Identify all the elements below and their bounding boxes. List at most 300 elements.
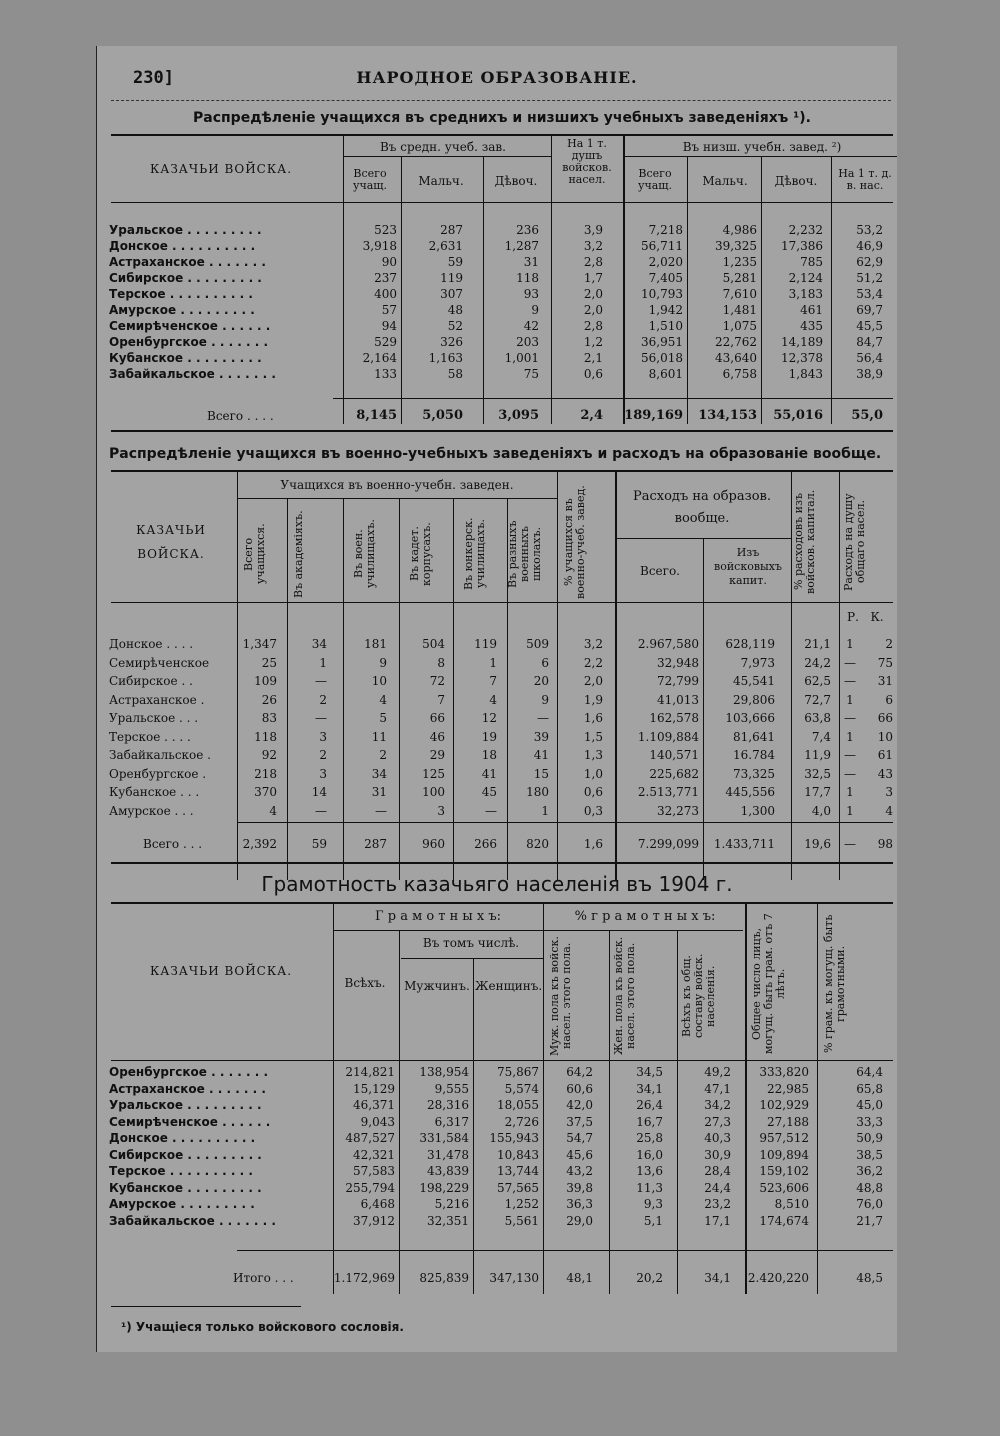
table2-cell: 4 (269, 803, 277, 818)
table3-cell: 957,512 (759, 1131, 809, 1145)
table2-cell: 24,2 (804, 655, 831, 670)
table3-cell: 34,1 (636, 1081, 663, 1096)
table1-cell: 57 (381, 303, 397, 317)
table2-cell: 41 (533, 748, 549, 762)
table2-cell: 7 (489, 674, 497, 688)
table2-row-label: Оренбургское . (109, 766, 207, 781)
table1-cell: 8,601 (648, 367, 683, 381)
table2-total-cell: 1,6 (583, 837, 603, 851)
table2-cell: 6 (541, 655, 549, 670)
table2-cell: 29 (429, 748, 445, 762)
table1-cell: 56,711 (641, 239, 683, 253)
table1-row-label: Семирѣченское . . . . . . (109, 319, 271, 333)
table1-cell: 45,5 (856, 319, 883, 333)
table2-cell: 26 (261, 692, 277, 707)
table2-cell: 7,973 (740, 655, 775, 670)
table1-cell: 4,986 (722, 223, 757, 237)
table3-cell: 2,726 (504, 1114, 539, 1129)
table2-total-cell: 2,392 (242, 837, 277, 851)
table1-cell: 2,020 (648, 255, 683, 269)
table1-header-total-low: Всего учащ. (637, 167, 673, 192)
table2-cell: 1 (846, 692, 854, 707)
table1-row-label: Сибирское . . . . . . . . . (109, 271, 262, 285)
table2-cell: 11,9 (804, 748, 831, 762)
table1-cell: 1,843 (788, 367, 823, 381)
table2-cell: 75 (877, 655, 893, 670)
table2-cell: 32,948 (657, 655, 699, 670)
table3-cell: 57,565 (497, 1180, 539, 1195)
table2-cell: 162,578 (649, 711, 699, 725)
table3-cell: 38,5 (856, 1147, 883, 1162)
table2-cell: 1 (489, 655, 497, 670)
table2-cell: 62,5 (804, 674, 831, 688)
table3-cell: 16,0 (636, 1147, 663, 1162)
table3-cell: 34,5 (636, 1065, 663, 1079)
table1-header-low: Въ низш. учебн. завед. ²) (682, 140, 842, 154)
table1-cell: 59 (447, 255, 463, 269)
table1-header-perpop2: На 1 т. д. в. нас. (838, 167, 892, 192)
table3-cell: 109,894 (759, 1147, 809, 1162)
table1-cell: 93 (523, 287, 539, 301)
table2-header-exp-total: Всего. (640, 564, 680, 578)
table3-cell: 5,1 (643, 1213, 663, 1228)
table1-cell: 53,2 (856, 223, 883, 237)
table3-row-label: Амурское . . . . . . . . . (109, 1197, 255, 1211)
table2-cell: 2,2 (583, 655, 603, 670)
table3-cell: 45,6 (566, 1147, 593, 1162)
table2-cell: — (844, 655, 856, 670)
table2-cell: 2 (319, 748, 327, 762)
table3-total-cell: 1.172,969 (333, 1271, 395, 1285)
table3-cell: 102,929 (759, 1098, 809, 1112)
table3-cell: 155,943 (489, 1131, 539, 1145)
table2-cell: 8 (437, 655, 445, 670)
table2-total-label: Всего . . . (143, 837, 203, 851)
table3-total-cell: 20,2 (636, 1271, 663, 1285)
table2-row-label: Забайкальское . (109, 748, 211, 762)
table1-cell: 0,6 (583, 367, 603, 381)
table2-cell: 100 (422, 785, 445, 799)
table2-cell: 9 (379, 655, 387, 670)
page-header (97, 68, 897, 92)
table3-cell: 37,5 (566, 1114, 593, 1129)
table3-total-label: Итого . . . (233, 1271, 294, 1285)
table1-cell: 1,163 (428, 351, 463, 365)
table2-cell: 20 (533, 674, 549, 688)
table2-header-junker: Въ юнкерск. училищахъ. (462, 517, 487, 591)
table2-cell: — (315, 711, 327, 725)
table3-cell: 10,843 (497, 1147, 539, 1162)
table2-header-rule (111, 602, 893, 603)
table2-cell: 12 (481, 711, 497, 725)
table2-cell: 1.109,884 (637, 729, 699, 744)
table2-cell: 1,9 (583, 692, 603, 707)
table3-cell: 11,3 (636, 1180, 663, 1195)
table1-header-girls: Дѣвоч. (494, 174, 538, 188)
table3-cell: 29,0 (566, 1213, 593, 1228)
table1-total-cell: 55,016 (773, 408, 823, 423)
table1-cell: 287 (440, 223, 463, 237)
table1-cell: 53,4 (856, 287, 883, 301)
table3-header-men: Мужчинъ. (404, 979, 470, 993)
table1-row-label: Забайкальское . . . . . . . (109, 367, 276, 381)
table2-header-milsch: Въ воен. училищахъ. (352, 519, 377, 589)
table3-cell: 21,7 (856, 1213, 883, 1228)
table1-cell: 56,018 (641, 351, 683, 365)
table3-header-p-women: Жен. пола къ войск. насел. этого пола. (612, 936, 637, 1056)
table3-header-all: Всѣхъ. (344, 976, 386, 990)
table1-cell: 236 (516, 223, 539, 237)
table3-cell: 48,8 (856, 1180, 883, 1195)
table3-cell: 174,674 (759, 1213, 809, 1228)
table2-cell: 504 (422, 637, 445, 651)
table1-cell: 2,164 (362, 351, 397, 365)
table3-cell: 13,744 (497, 1164, 539, 1178)
table2-cell: 1,5 (583, 729, 603, 744)
table2-cell: 66 (877, 711, 893, 725)
table1-cell: 39,325 (715, 239, 757, 253)
table3-row-label: Оренбургское . . . . . . . (109, 1065, 269, 1079)
table1-header-troops: КАЗАЧЬИ ВОЙСКА. (149, 162, 293, 176)
table1-cell: 2,124 (788, 271, 823, 285)
table1-cell: 51,2 (856, 271, 883, 285)
table3-cell: 16,7 (636, 1114, 663, 1129)
table3-cell: 5,574 (504, 1081, 539, 1096)
table3-cell: 25,8 (636, 1131, 663, 1145)
table1-cell: 529 (374, 335, 397, 349)
table2-total-cell: 287 (364, 837, 387, 851)
table1-cell: 12,378 (781, 351, 823, 365)
table3-row-label: Уральское . . . . . . . . . (109, 1098, 262, 1112)
table2-title: Распредѣленіе учащихся въ военно-учебныхъ заведеніяхъ и расходъ на образованіе вообще. (109, 446, 882, 462)
table2-cell: 509 (526, 637, 549, 651)
table2-cell: 181 (364, 637, 387, 651)
table3-row-label: Семирѣченское . . . . . . (109, 1114, 271, 1129)
table1-cell: 523 (374, 223, 397, 237)
table2-cell: 1,0 (583, 766, 603, 781)
table2-cell: 32,5 (804, 766, 831, 781)
table2-total-rule (237, 822, 893, 823)
table3-cell: 24,4 (704, 1180, 731, 1195)
table2-cell: 4 (885, 803, 893, 818)
table3-cell: 64,4 (856, 1065, 883, 1079)
table1-cell: 84,7 (856, 335, 883, 349)
table2-subrule-2 (617, 538, 791, 539)
table1-cell: 2,232 (788, 223, 823, 237)
table2-row-label: Амурское . . . (109, 803, 194, 818)
table2-cell: 1 (541, 803, 549, 818)
table2-cell: 72,7 (804, 692, 831, 707)
table3-cell: 43,2 (566, 1164, 593, 1178)
table3-cell: 18,055 (497, 1098, 539, 1112)
table2-cell: — (315, 674, 327, 688)
table3-cell: 46,371 (353, 1098, 395, 1112)
table1-cell: 3,183 (788, 287, 823, 301)
table1-cell: 62,9 (856, 255, 883, 269)
table3-cell: 5,561 (504, 1213, 539, 1228)
table3-cell: 5,216 (434, 1197, 469, 1211)
table2-cell: 3 (319, 766, 327, 781)
table3-row-label: Забайкальское . . . . . . . (109, 1213, 276, 1228)
table2-cell: 1 (846, 729, 854, 744)
table1-cell: 118 (516, 271, 539, 285)
table3-cell: 9,555 (434, 1081, 469, 1096)
page-number: 230] (133, 68, 174, 88)
table1-subrule (343, 156, 551, 157)
table3-header-pct-can: % грам. къ могущ. быть грамотными. (822, 914, 847, 1054)
table2-row-label: Кубанское . . . (109, 785, 200, 799)
table3-header-pct: % г р а м о т н ы х ъ: (574, 909, 716, 924)
table2-cell: 61 (877, 748, 893, 762)
table2-cell: 118 (254, 729, 277, 744)
table3-subrule-2 (401, 958, 543, 959)
table3-cell: 33,3 (856, 1114, 883, 1129)
table3-cell: 36,3 (566, 1197, 593, 1211)
table2-cell: 1,3 (583, 748, 603, 762)
table2-cell: 3 (885, 785, 893, 799)
table3-cell: 31,478 (427, 1147, 469, 1162)
table1-bottom-rule (111, 430, 893, 432)
table3-cell: 57,583 (353, 1164, 395, 1178)
table2-total-cell: 960 (422, 837, 445, 851)
table3-cell: 42,321 (353, 1147, 395, 1162)
table2-row-label: Сибирское . . (109, 674, 193, 688)
table1-header-boys-low: Мальч. (702, 174, 748, 188)
table2-row-label: Астраханское . (109, 692, 205, 707)
table2-cell: 109 (254, 674, 277, 688)
table2-header-acad: Въ академіяхъ. (292, 510, 305, 598)
table1-cell: 2,631 (428, 239, 463, 253)
table3-header-p-men: Муж. пола къ войск. насел. этого пола. (548, 936, 573, 1056)
table2-cell: — (375, 803, 387, 818)
table1-cell: 2,0 (583, 287, 603, 301)
table2-cell: 10 (371, 674, 387, 688)
table2-total-cell: 59 (311, 837, 327, 851)
table3-total-cell: 48,1 (566, 1271, 593, 1285)
table3-subrule (333, 930, 743, 931)
table2-bottom-rule (111, 862, 893, 864)
table1-cell: 3,918 (362, 239, 397, 253)
header-rule (111, 100, 891, 101)
table2-cell: 140,571 (649, 748, 699, 762)
table3-cell: 8,510 (774, 1197, 809, 1211)
table2-row-label: Семирѣченское (109, 655, 210, 670)
table2-header-all: Всего учащихся. (242, 523, 267, 585)
table3-cell: 138,954 (419, 1065, 469, 1079)
table3-cell: 159,102 (759, 1164, 809, 1178)
table2-cell: 4 (379, 692, 387, 707)
table1-cell: 2,1 (583, 351, 603, 365)
table2-cell: 72 (429, 674, 445, 688)
table2-total-cell: 98 (877, 837, 893, 851)
table2-cell: 14 (311, 785, 327, 799)
table2-cell: 92 (261, 748, 277, 762)
table1-cell: 38,9 (856, 367, 883, 381)
table2-cell: 7 (437, 692, 445, 707)
table2-cell: 7,4 (811, 729, 831, 744)
table1-total-cell: 5,050 (422, 408, 463, 423)
table1-row-label: Оренбургское . . . . . . . (109, 335, 269, 349)
table3-cell: 36,2 (856, 1164, 883, 1178)
table1-header-girls-low: Дѣвоч. (774, 174, 818, 188)
table2-cell: 103,666 (725, 711, 775, 725)
table3-cell: 1,252 (504, 1197, 539, 1211)
table2-cell: 29,806 (733, 692, 775, 707)
table2-cell: 2.967,580 (637, 637, 699, 651)
table1-row-label: Амурское . . . . . . . . . (109, 303, 255, 317)
table1-total-rule (333, 398, 893, 399)
table3-cell: 22,985 (767, 1081, 809, 1096)
table1-cell: 6,758 (722, 367, 757, 381)
table3-header-total-can: Общее число лицъ, могущ. быть грам. отъ 7 лѣтъ. (750, 913, 787, 1055)
table2-cell: 45 (481, 785, 497, 799)
table3-cell: 27,188 (767, 1114, 809, 1129)
table2-row-label: Терское . . . . (109, 729, 191, 744)
table1-cell: 14,189 (781, 335, 823, 349)
table1-header-rule (111, 202, 893, 203)
table3-header-rule (111, 1060, 893, 1061)
table2-cell: 6 (885, 692, 893, 707)
table3-header-incl: Въ томъ числѣ. (422, 936, 520, 950)
table2-cell: 11 (371, 729, 387, 744)
table2-header-various: Въ разныхъ военныхъ школахъ. (506, 520, 543, 588)
table2-cell: 1,300 (740, 803, 775, 818)
table2-cell: 41 (481, 766, 497, 781)
table3-cell: 255,794 (345, 1180, 395, 1195)
table1-cell: 133 (374, 367, 397, 381)
table3-cell: 34,2 (704, 1098, 731, 1112)
table3-cell: 39,8 (566, 1180, 593, 1195)
table2-cell: 72,799 (657, 674, 699, 688)
table3-cell: 64,2 (566, 1065, 593, 1079)
table2-cell: 1 (846, 637, 854, 651)
table2-cell: 81,641 (733, 729, 775, 744)
table2-cell: 4 (489, 692, 497, 707)
table3-cell: 75,867 (497, 1065, 539, 1079)
table2-cell: 9 (541, 692, 549, 707)
table3-cell: 523,606 (759, 1180, 809, 1195)
table1-cell: 94 (381, 319, 397, 333)
table3-cell: 27,3 (704, 1114, 731, 1129)
table3-cell: 6,317 (434, 1114, 469, 1129)
table3-top-rule (111, 902, 893, 904)
table3-cell: 26,4 (636, 1098, 663, 1112)
table1-cell: 1,075 (722, 319, 757, 333)
table2-header-mil: Учащихся въ военно-учебн. заведен. (280, 478, 514, 492)
table2-cell: 628,119 (725, 637, 775, 651)
table3-cell: 40,3 (704, 1131, 731, 1145)
table1-cell: 2,0 (583, 303, 603, 317)
table3-cell: 28,4 (704, 1164, 731, 1178)
table1-title: Распредѣленіе учащихся въ среднихъ и низшихъ учебныхъ заведеніяхъ ¹). (193, 110, 811, 126)
table3-cell: 13,6 (636, 1164, 663, 1178)
table1-cell: 1,942 (648, 303, 683, 317)
table2-cell: 25 (261, 655, 277, 670)
table2-cell: 0,3 (583, 803, 603, 818)
table1-row-label: Донское . . . . . . . . . . (109, 239, 256, 253)
table3-cell: 198,229 (419, 1180, 469, 1195)
table2-cell: 83 (261, 711, 277, 725)
table1-cell: 400 (374, 287, 397, 301)
table3-total-cell: 347,130 (489, 1271, 539, 1285)
table1-cell: 52 (447, 319, 463, 333)
table1-cell: 42 (523, 319, 539, 333)
table1-cell: 785 (800, 255, 823, 269)
table2-cell: 34 (371, 766, 387, 781)
table2-cell: — (485, 803, 497, 818)
table1-cell: 46,9 (856, 239, 883, 253)
page-title: НАРОДНОЕ ОБРАЗОВАНІЕ. (356, 68, 638, 87)
table2-total-cell: 19,6 (804, 837, 831, 851)
table3-header-p-all: Всѣхъ къ общ. составу войск. населенія. (680, 953, 717, 1039)
table2-cell: 73,325 (733, 766, 775, 781)
table2-cell: 32,273 (657, 803, 699, 818)
table1-cell: 203 (516, 335, 539, 349)
table1-header-total: Всего учащ. (352, 167, 388, 192)
table1-cell: 2,8 (583, 319, 603, 333)
table2-cell: 1 (846, 785, 854, 799)
table3-row-label: Сибирское . . . . . . . . . (109, 1147, 262, 1162)
table2-row-label: Донское . . . . (109, 637, 194, 651)
table1-header-perpop: На 1 т. душъ войсков. насел. (562, 137, 612, 186)
table1-cell: 1,510 (648, 319, 683, 333)
table2-header-exp: Расходъ на образов. вообще. (633, 489, 771, 526)
table2-header-rub: Р. (847, 610, 859, 624)
table1-cell: 1,481 (722, 303, 757, 317)
table2-cell: 18 (481, 748, 497, 762)
table3-cell: 28,316 (427, 1098, 469, 1112)
table2-cell: 45,541 (733, 674, 775, 688)
table1-cell: 7,405 (648, 271, 683, 285)
table3-cell: 214,821 (345, 1065, 395, 1079)
table1-total-label: Всего . . . . (207, 409, 274, 423)
table2-total-cell: 1.433,711 (713, 837, 775, 851)
table2-total-cell: 266 (474, 837, 497, 851)
table2-cell: 3 (319, 729, 327, 744)
table2-cell: 19 (481, 729, 497, 744)
table2-cell: 43 (877, 766, 893, 781)
table2-subrule (237, 498, 557, 499)
table1-header-mid: Въ средн. учеб. зав. (379, 140, 506, 154)
table3-row-label: Донское . . . . . . . . . . (109, 1131, 256, 1145)
table3-cell: 9,3 (643, 1197, 663, 1211)
table1-cell: 307 (440, 287, 463, 301)
table3-cell: 49,2 (704, 1065, 731, 1079)
table2-total-cell: 820 (526, 837, 549, 851)
table3-cell: 333,820 (759, 1065, 809, 1079)
table3-cell: 15,129 (353, 1081, 395, 1096)
table3-title: Грамотность казачьяго населенія въ 1904 г. (261, 872, 733, 896)
table1-cell: 69,7 (856, 303, 883, 317)
table1-subrule-2 (623, 156, 897, 157)
table2-cell: 1 (319, 655, 327, 670)
table1-cell: 3,2 (583, 239, 603, 253)
table2-cell: 0,6 (583, 785, 603, 799)
table2-cell: 63,8 (804, 711, 831, 725)
table3-cell: 45,0 (856, 1098, 883, 1112)
table1-top-rule (111, 134, 893, 136)
table2-cell: 3 (437, 803, 445, 818)
table1-cell: 75 (523, 367, 539, 381)
table2-header-kop: К. (870, 610, 884, 624)
table1-cell: 326 (440, 335, 463, 349)
table3-total-cell: 34,1 (704, 1271, 731, 1285)
table2-cell: 445,556 (725, 785, 775, 799)
table3-row-label: Терское . . . . . . . . . . (109, 1164, 253, 1178)
table1-total-cell: 8,145 (356, 408, 397, 423)
table3-cell: 65,8 (856, 1081, 883, 1096)
table3-cell: 50,9 (856, 1131, 883, 1145)
